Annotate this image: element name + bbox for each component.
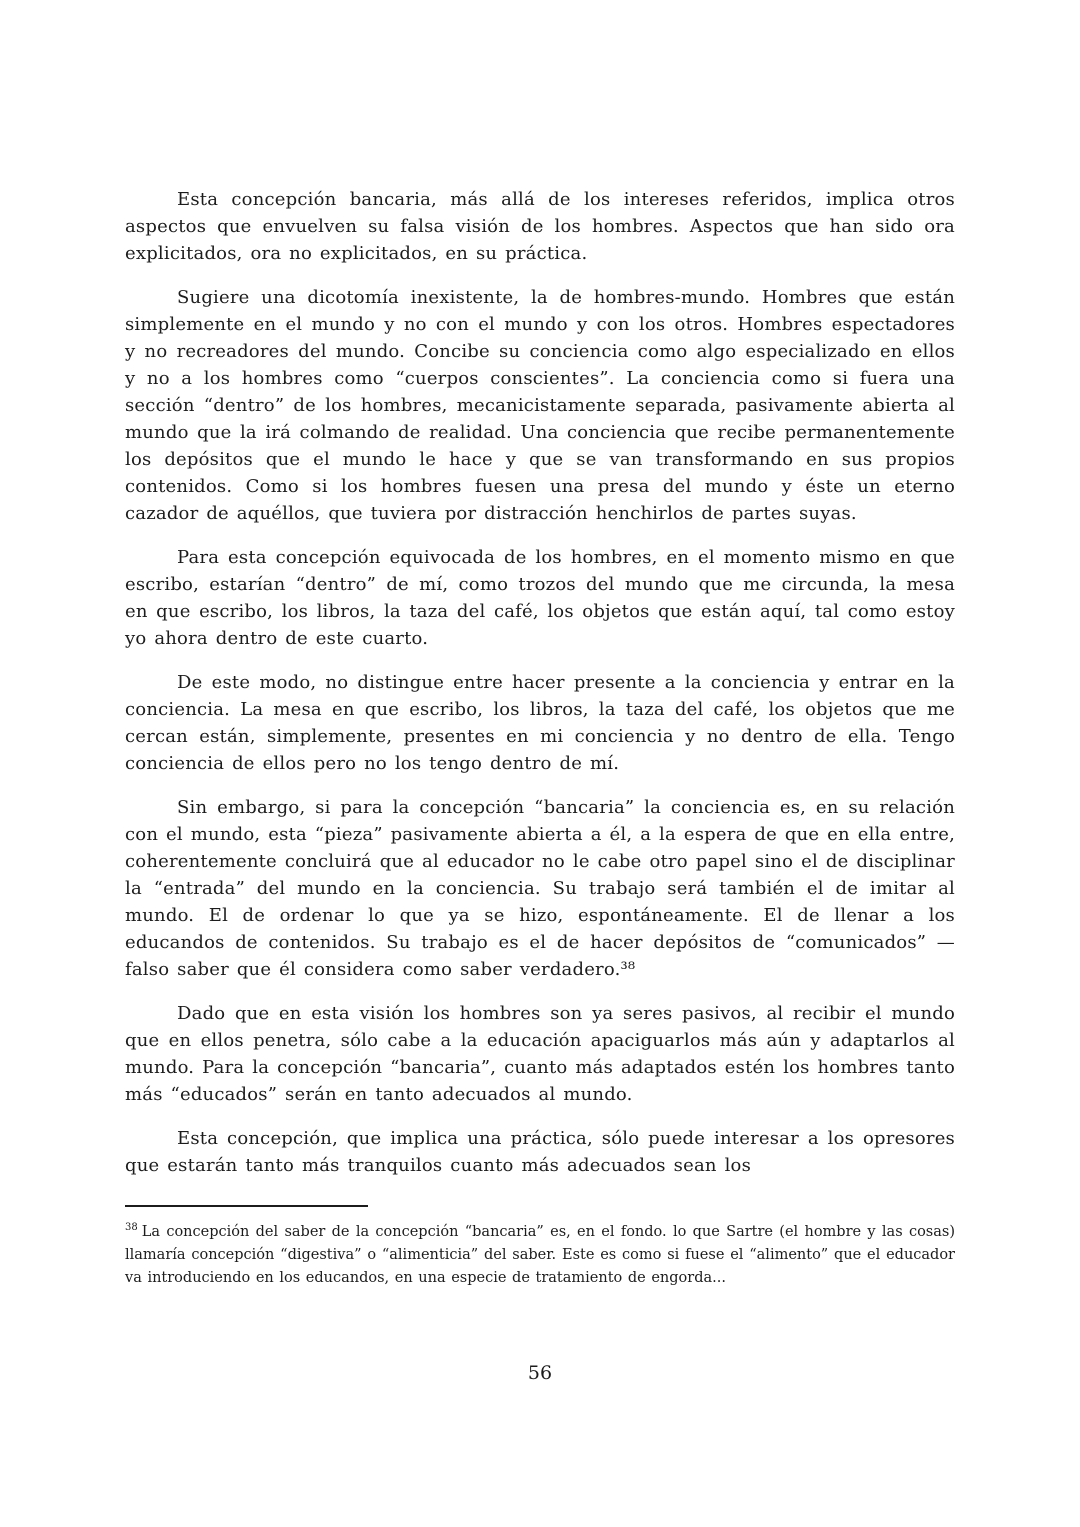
paragraph: Dado que en esta visión los hombres son ya seres pasivos, al recibir el mundo que en ellos penetra, sólo cabe a la educación apaciguarlos más aún y adaptarlos al mundo. Para la concepción “bancaria”, cuanto más adaptados estén los hombres tanto más “educados” serán en tanto adecuados al mundo. xyxy=(125,1003,955,1105)
footnote-separator xyxy=(125,1205,368,1207)
paragraph: Para esta concepción equivocada de los hombres, en el momento mismo en que escribo, estarían “dentro” de mí, como trozos del mundo que me circunda, la mesa en que escribo, los libros, la taza del café, los objetos que están aquí, tal como estoy yo ahora dentro de este cuarto. xyxy=(125,547,955,649)
paragraph: Sin embargo, si para la concepción “bancaria” la conciencia es, en su relación con el mundo, esta “pieza” pasivamente abierta a él, a la espera de que en ella entre, coherentemente concluirá que al educador no le cabe otro papel sino el de disciplinar la “entrada” del mundo en la conciencia. Su trabajo será también el de imitar al mundo. El de ordenar lo que ya se hizo, espontáneamente. El de llenar a los educandos de contenidos. Su trabajo es el de hacer depósitos de “comunicados” —falso saber que él considera como saber verdadero.³⁸ xyxy=(125,797,956,980)
footnote-marker: 38 xyxy=(125,1222,138,1234)
paragraph: Esta concepción, que implica una práctica, sólo puede interesar a los opresores que estarán tanto más tranquilos cuanto más adecuados sean los xyxy=(125,1128,955,1176)
paragraph: De este modo, no distingue entre hacer presente a la conciencia y entrar en la conciencia. La mesa en que escribo, los libros, la taza del café, los objetos que me cercan están, simplemente, presentes en mi conciencia y no dentro de ella. Tengo conciencia de ellos pero no los tengo dentro de mí. xyxy=(125,672,955,774)
page-content xyxy=(125,186,955,1290)
paragraph: Sugiere una dicotomía inexistente, la de hombres-mundo. Hombres que están simplemente en el mundo y no con el mundo y con los otros. Hombres espectadores y no recreadores del mundo. Concibe su conciencia como algo especializado en ellos y no a los hombres como “cuerpos conscientes”. La conciencia como si fuera una sección “dentro” de los hombres, mecanicistamente separada, pasivamente abierta al mundo que la irá colmando de realidad. Una conciencia que recibe permanentemente los depósitos que el mundo le hace y que se van transformando en sus propios contenidos. Como si los hombres fuesen una presa del mundo y éste un eterno cazador de aquéllos, que tuviera por distracción henchirlos de partes suyas. xyxy=(125,287,955,524)
page-number: 56 xyxy=(527,1362,553,1384)
footnote-text: La concepción del saber de la concepción “bancaria” es, en el fondo. lo que Sartre (el hombre y las cosas) llamaría concepción “digestiva” o “alimenticia” del saber. Este es como si fuese el “alimento” que el educador va introduciendo en los educandos, en una especie de tratamiento de engorda... xyxy=(125,1224,955,1286)
footnote xyxy=(125,1221,955,1290)
paragraph: Esta concepción bancaria, más allá de los intereses referidos, implica otros aspectos que envuelven su falsa visión de los hombres. Aspectos que han sido ora explicitados, ora no explicitados, en su práctica. xyxy=(125,189,955,264)
footnote-block xyxy=(125,1205,955,1290)
